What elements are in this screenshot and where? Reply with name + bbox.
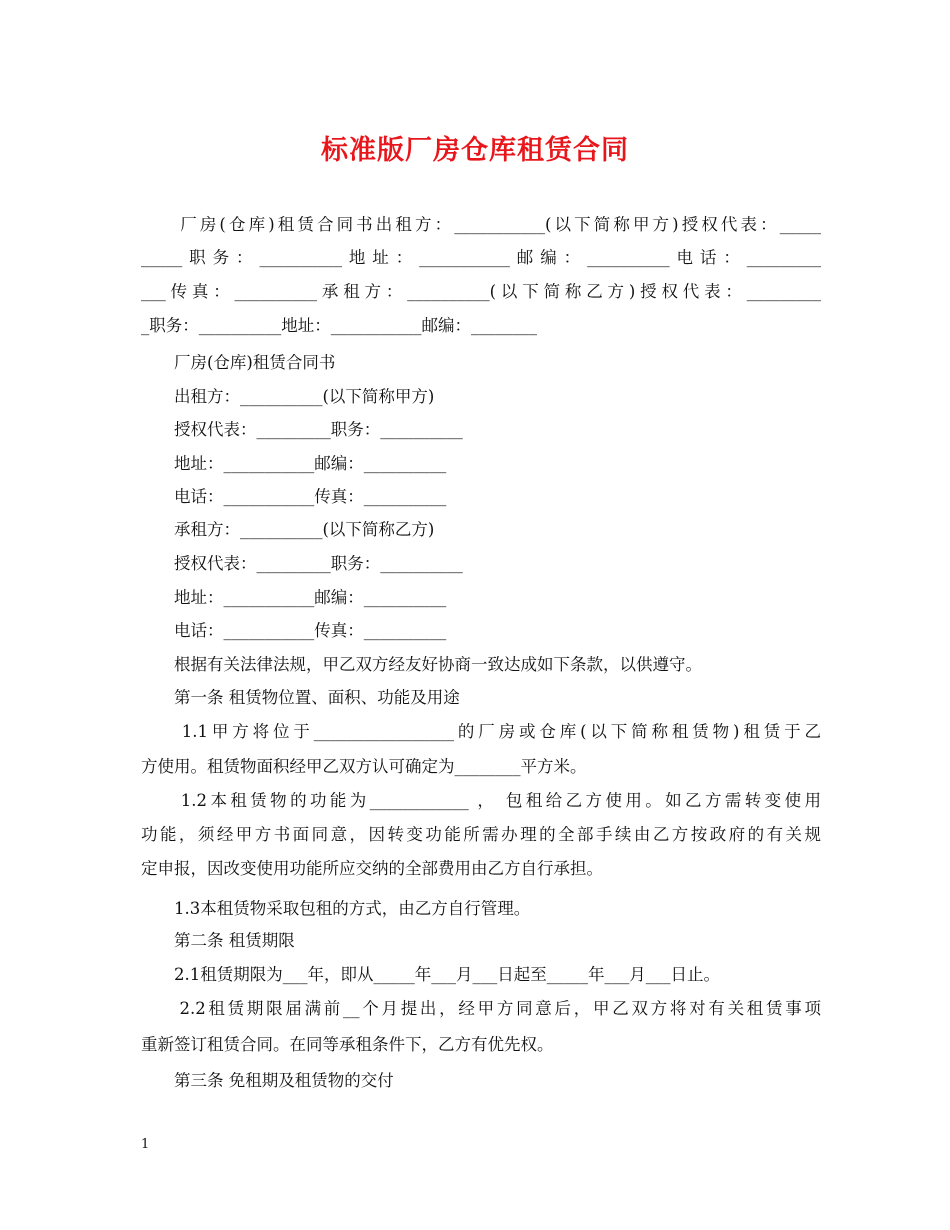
body-line: 2.2租赁期限届满前__个月提出，经甲方同意后，甲乙双方将对有关租赁事项 [141, 999, 821, 1018]
body-line: 出租方：__________(以下简称甲方) [141, 387, 435, 406]
body-line: 第二条 租赁期限 [141, 931, 295, 950]
body-line: 厂房(仓库)租赁合同书 [141, 353, 336, 372]
body-line: 授权代表：_________职务：__________ [141, 554, 463, 573]
body-line: 授权代表：_________职务：__________ [141, 420, 463, 439]
body-line: 电话：___________传真：__________ [141, 487, 447, 506]
body-line: _____职务：__________地址：___________邮编：__________电话：_________ [141, 248, 821, 267]
body-line: 第三条 免租期及租赁物的交付 [141, 1071, 394, 1090]
body-line: ___传真：__________承租方：__________(以下简称乙方)授权代表：_________ [141, 282, 821, 301]
body-line: 1.3本租赁物采取包租的方式，由乙方自行管理。 [141, 899, 531, 918]
body-line: 地址：___________邮编：__________ [141, 588, 447, 607]
body-line: 承租方：__________(以下简称乙方) [141, 520, 435, 539]
body-line: 重新签订租赁合同。在同等承租条件下，乙方有优先权。 [141, 1035, 554, 1054]
body-line: 根据有关法律法规，甲乙双方经友好协商一致达成如下条款，以供遵守。 [141, 655, 702, 674]
body-line: 定申报，因改变使用功能所应交纳的全部费用由乙方自行承担。 [141, 859, 603, 878]
body-line: 1.1甲方将位于_________________的厂房或仓库(以下简称租赁物)租赁于乙 [141, 722, 821, 741]
body-line: _职务：__________地址：___________邮编：________ [141, 316, 537, 335]
body-line: 电话：___________传真：__________ [141, 621, 447, 640]
page-number: 1 [141, 1137, 150, 1152]
body-line: 地址：___________邮编：__________ [141, 454, 447, 473]
body-line: 厂房(仓库)租赁合同书出租方：___________(以下简称甲方)授权代表：_____ [141, 215, 821, 234]
document-title: 标准版厂房仓库租赁合同 [321, 135, 629, 166]
body-line: 第一条 租赁物位置、面积、功能及用途 [141, 688, 460, 707]
body-line: 2.1租赁期限为___年，即从_____年___月___日起至_____年___月___日止。 [141, 965, 720, 984]
body-line: 方使用。租赁物面积经甲乙双方认可确定为________平方米。 [141, 757, 587, 776]
body-line: 功能，须经甲方书面同意，因转变功能所需办理的全部手续由乙方按政府的有关规 [141, 825, 821, 844]
body-line: 1.2本租赁物的功能为____________ ， 包租给乙方使用。如乙方需转变使用 [141, 791, 821, 810]
